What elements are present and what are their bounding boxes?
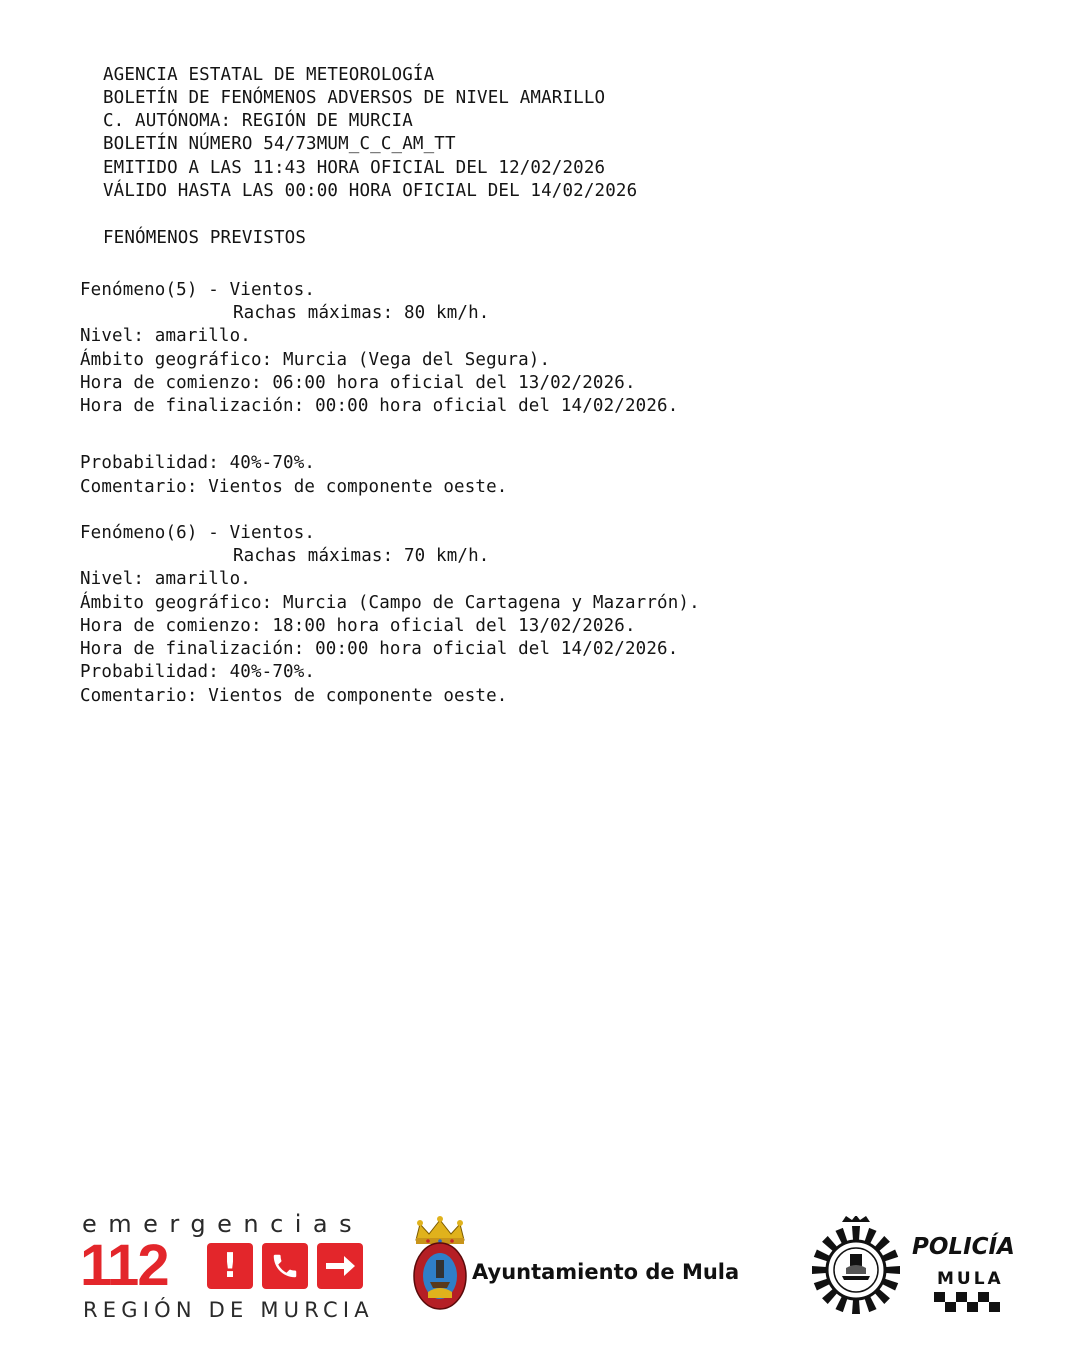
agency-name: AGENCIA ESTATAL DE METEOROLOGÍA — [103, 65, 435, 85]
bulletin-issued: EMITIDO A LAS 11:43 HORA OFICIAL DEL 12/02/2026 — [103, 158, 606, 178]
phenomenon-title: Fenómeno(5) - Vientos. — [80, 280, 316, 300]
phenomenon-area: Ámbito geográfico: Murcia (Campo de Cartagena y Mazarrón). — [80, 593, 700, 613]
police-badge-icon — [812, 1216, 900, 1316]
emergencias-wordmark: emergencias — [82, 1210, 364, 1238]
policia-title: POLICÍA — [912, 1234, 1015, 1260]
phenomenon-end: Hora de finalización: 00:00 hora oficial del 14/02/2026. — [80, 639, 679, 659]
bulletin-number: BOLETÍN NÚMERO 54/73MUM_C_C_AM_TT — [103, 134, 456, 154]
phenomenon-comment: Comentario: Vientos de componente oeste. — [80, 477, 508, 497]
ayuntamiento-label: Ayuntamiento de Mula — [472, 1260, 740, 1284]
bulletin-type: BOLETÍN DE FENÓMENOS ADVERSOS DE NIVEL AMARILLO — [103, 88, 606, 108]
phenomenon-end: Hora de finalización: 00:00 hora oficial del 14/02/2026. — [80, 396, 679, 416]
phenomenon-detail: Rachas máximas: 80 km/h. — [233, 303, 490, 323]
phenomenon-probability: Probabilidad: 40%-70%. — [80, 662, 316, 682]
arrow-right-icon — [317, 1243, 363, 1289]
phenomenon-level: Nivel: amarillo. — [80, 326, 251, 346]
phone-icon — [262, 1243, 308, 1289]
bulletin-region: C. AUTÓNOMA: REGIÓN DE MURCIA — [103, 111, 413, 131]
footer-logos — [0, 1200, 1080, 1350]
phenomenon-detail: Rachas máximas: 70 km/h. — [233, 546, 490, 566]
section-title: FENÓMENOS PREVISTOS — [103, 228, 307, 248]
phenomenon-comment: Comentario: Vientos de componente oeste. — [80, 686, 508, 706]
phenomenon-start: Hora de comienzo: 18:00 hora oficial del 13/02/2026. — [80, 616, 636, 636]
exclamation-icon: ! — [207, 1243, 253, 1289]
phenomenon-level: Nivel: amarillo. — [80, 569, 251, 589]
phenomenon-title: Fenómeno(6) - Vientos. — [80, 523, 316, 543]
phenomenon-start: Hora de comienzo: 06:00 hora oficial del 13/02/2026. — [80, 373, 636, 393]
checkered-band-icon — [934, 1292, 1002, 1312]
emergency-number: 112 — [80, 1233, 168, 1298]
coat-of-arms-icon — [410, 1214, 470, 1312]
bulletin-valid-until: VÁLIDO HASTA LAS 00:00 HORA OFICIAL DEL 14/02/2026 — [103, 181, 638, 201]
policia-subtitle: MULA — [937, 1269, 1004, 1289]
phenomenon-probability: Probabilidad: 40%-70%. — [80, 453, 316, 473]
emergencias-region: REGIÓN DE MURCIA — [83, 1298, 374, 1322]
phenomenon-area: Ámbito geográfico: Murcia (Vega del Segura). — [80, 350, 551, 370]
